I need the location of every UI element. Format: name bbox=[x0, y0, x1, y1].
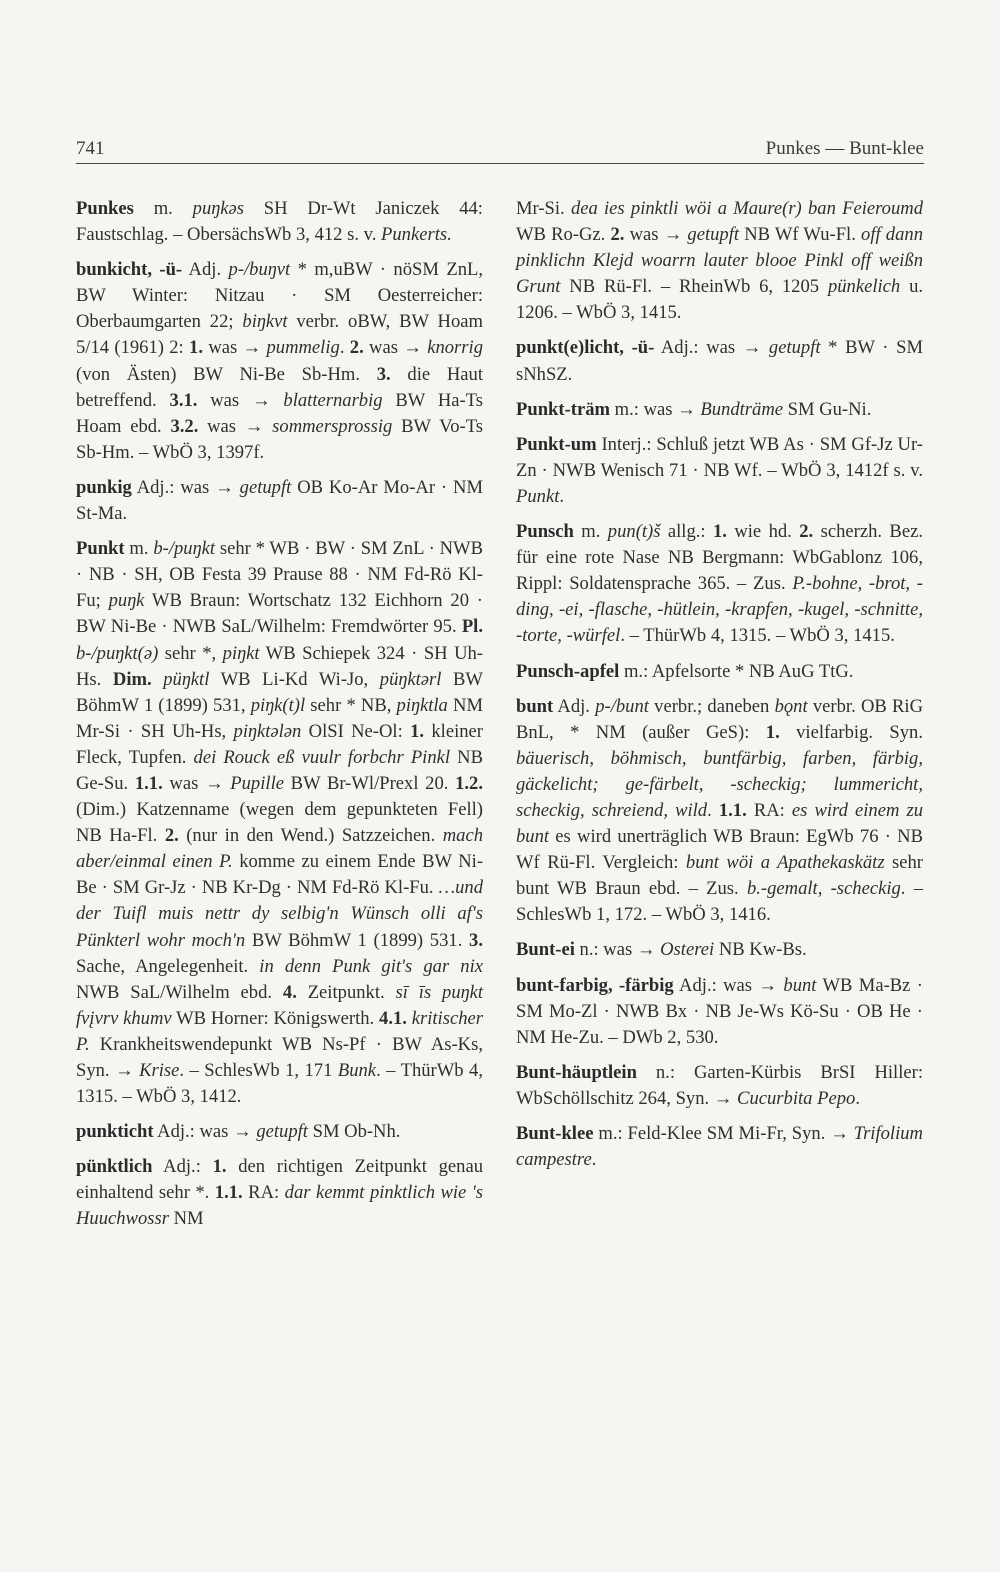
entry-body: m.: Feld-Klee SM Mi-Fr, Syn. → Trifolium campestre. bbox=[516, 1123, 923, 1171]
dictionary-entry bbox=[516, 335, 923, 387]
entry-headword: pünktlich bbox=[76, 1156, 153, 1178]
dictionary-entry bbox=[516, 397, 923, 423]
dictionary-entry bbox=[516, 196, 923, 326]
entry-headword: punkticht bbox=[76, 1121, 154, 1143]
entry-body: Adj.: was → getupft SM Ob-Nh. bbox=[153, 1121, 401, 1143]
entry-headword: Punkt bbox=[76, 538, 125, 560]
entry-body: m. b-/puŋkt sehr * WB · BW · SM ZnL · NWB · NB · SH, OB Festa 39 Prause 88 · NM Fd-Rö Kl-Fu; puŋk WB Braun: Wortschatz 132 Eichhorn 20 · BW Ni-Be · NWB SaL/Wilhelm: Fremdwörter 95. Pl. b-/puŋkt(ə) sehr *, piŋkt WB Schiepek 324 · SH Uh-Hs. Dim. püŋktl WB Li-Kd Wi-Jo, püŋktərl BW BöhmW 1 (1899) 531, piŋk(t)l sehr * NB, piŋktla NM Mr-Si · SH Uh-Hs, piŋktələn OlSI Ne-Ol: 1. kleiner Fleck, Tupfen. dei Rouck eß vuulr forbchr Pinkl NB Ge-Su. 1.1. was → Pupille BW Br-Wl/Prexl 20. 1.2. (Dim.) Katzenname (wegen dem gepunkteten Fell) NB Ha-Fl. 2. (nur in den Wend.) Satzzeichen. mach aber/einmal einen P. komme zu einem Ende BW Ni-Be · SM Gr-Jz · NB Kr-Dg · NM Fd-Rö Kl-Fu. …und der Tuifl muis nettr dy selbig'n Wünsch olli af's Pünkterl wohr moch'n BW BöhmW 1 (1899) 531. 3. Sache, Angelegenheit. in denn Punk git's gar nix NWB SaL/Wilhelm ebd. 4. Zeitpunkt. sī īs puŋkt fvįvrv khumv WB Horner: Königswerth. 4.1. kritischer P. Krankheitswendepunkt WB Ns-Pf · BW As-Ks, Syn. → Krise. – SchlesWb 1, 171 Bunk. – ThürWb 4, 1315. – WbÖ 3, 1412. bbox=[76, 538, 484, 1108]
entry-headword: Punkt-um bbox=[516, 433, 597, 455]
page-number: 741 bbox=[76, 138, 105, 159]
dictionary-entry bbox=[76, 536, 483, 1110]
entry-headword: Bunt-klee bbox=[516, 1123, 594, 1144]
dictionary-entry bbox=[516, 519, 923, 649]
right-column bbox=[516, 196, 923, 1182]
entry-body: Interj.: Schluß jetzt WB As · SM Gf-Jz Ur-Zn · NWB Wenisch 71 · NB Wf. – WbÖ 3, 1412f s. v. Punkt. bbox=[516, 433, 923, 507]
entry-body: Adj.: was → getupft * BW · SM sNhSZ. bbox=[516, 337, 923, 385]
entry-headword: punkt(e)licht, -ü- bbox=[516, 337, 655, 359]
entry-headword: Punkt-träm bbox=[516, 398, 610, 420]
entry-headword: bunt bbox=[516, 695, 554, 717]
entry-headword: Bunt-häuptlein bbox=[516, 1061, 637, 1083]
dictionary-entry bbox=[516, 432, 923, 510]
dictionary-entry bbox=[76, 1119, 483, 1145]
entry-body: Adj.: was → bunt WB Ma-Bz · SM Mo-Zl · NWB Bx · NB Je-Ws Kö-Su · OB He · NM He-Zu. – DWb 2, 530. bbox=[516, 974, 923, 1048]
left-column bbox=[76, 196, 483, 1242]
dictionary-entry bbox=[516, 1121, 923, 1173]
page-header bbox=[76, 134, 924, 166]
entry-headword: Punsch bbox=[516, 521, 574, 543]
entry-headword: Bunt-ei bbox=[516, 939, 575, 961]
entry-body: m.: was → Bundträme SM Gu-Ni. bbox=[610, 398, 872, 420]
dictionary-entry bbox=[76, 1154, 483, 1232]
entry-body: Adj. p-/buŋvt * m,uBW · nöSM ZnL, BW Winter: Nitzau · SM Oesterreicher: Oberbaumgarten 22; biŋkvt verbr. oBW, BW Hoam 5/14 (1961) 2: 1. was → pummelig. 2. was → knorrig (von Ästen) BW Ni-Be Sb-Hm. 3. die Haut betreffend. 3.1. was → blatternarbig BW Ha-Ts Hoam ebd. 3.2. was → sommersprossig BW Vo-Ts Sb-Hm. – WbÖ 3, 1397f. bbox=[76, 259, 484, 463]
entry-headword: punkig bbox=[76, 476, 132, 498]
entry-body: n.: was → Osterei NB Kw-Bs. bbox=[574, 939, 807, 961]
entry-headword: bunt-farbig, -färbig bbox=[516, 974, 674, 996]
entry-headword: Punkes bbox=[76, 198, 134, 219]
dictionary-entry bbox=[76, 475, 483, 527]
dictionary-entry bbox=[76, 196, 483, 248]
entry-body: Mr-Si. dea ies pinktli wöi a Maure(r) ban Feieroumd WB Ro-Gz. 2. was → getupft NB Wf Wu-Fl. off dann pinklichn Klejd woarrn lauter blooe Pinkl off weißn Grunt NB Rü-Fl. – RheinWb 6, 1205 pünkelich u. 1206. – WbÖ 3, 1415. bbox=[516, 198, 924, 324]
dictionary-entry bbox=[516, 1060, 923, 1112]
header-rule bbox=[76, 163, 924, 164]
entry-body: Adj.: 1. den richtigen Zeitpunkt genau einhaltend sehr *. 1.1. RA: dar kemmt pinktlich wie 's Huuchwossr NM bbox=[76, 1156, 484, 1230]
dictionary-entry bbox=[76, 257, 483, 466]
entry-body: n.: Garten-Kürbis BrSI Hiller: WbSchöllschitz 264, Syn. → Cucurbita Pepo. bbox=[516, 1061, 923, 1109]
entry-body: m. pun(t)š allg.: 1. wie hd. 2. scherzh. Bez. für eine rote Nase NB Bergmann: WbGablonz 106, Rippl: Soldatensprache 365. – Zus. P.-bohne, -brot, -ding, -ei, -flasche, -hütlein, -krapfen, -kugel, -schnitte, -torte, -würfel. – ThürWb 4, 1315. – WbÖ 3, 1415. bbox=[516, 521, 923, 647]
dictionary-entry bbox=[516, 659, 923, 685]
entry-body: m. puŋkəs SH Dr-Wt Janiczek 44: Faustschlag. – ObersächsWb 3, 412 s. v. Punkerts. bbox=[76, 198, 483, 246]
dictionary-entry bbox=[516, 694, 923, 929]
entry-headword: Punsch-apfel bbox=[516, 660, 620, 682]
dictionary-entry bbox=[516, 937, 923, 963]
running-title: Punkes — Bunt-klee bbox=[765, 138, 924, 159]
entry-headword: bunkicht, -ü- bbox=[76, 259, 183, 281]
entry-body: m.: Apfelsorte * NB AuG TtG. bbox=[619, 660, 854, 682]
entry-body: Adj. p-/bunt verbr.; daneben bǫnt verbr. OB RiG BnL, * NM (außer GeS): 1. vielfarbig. Syn. bäuerisch, böhmisch, buntfärbig, farben, färbig, gäckelicht; ge-färbelt, -scheckig; lummericht, scheckig, schreiend, wild. 1.1. RA: es wird einem zu bunt es wird unerträglich WB Braun: EgWb 76 · NB Wf Rü-Fl. Vergleich: bunt wöi a Apathekaskätz sehr bunt WB Braun ebd. – Zus. b.-gemalt, -scheckig. – SchlesWb 1, 172. – WbÖ 3, 1416. bbox=[516, 695, 924, 926]
dictionary-entry bbox=[516, 973, 923, 1051]
entry-body: Adj.: was → getupft OB Ko-Ar Mo-Ar · NM St-Ma. bbox=[76, 476, 483, 525]
